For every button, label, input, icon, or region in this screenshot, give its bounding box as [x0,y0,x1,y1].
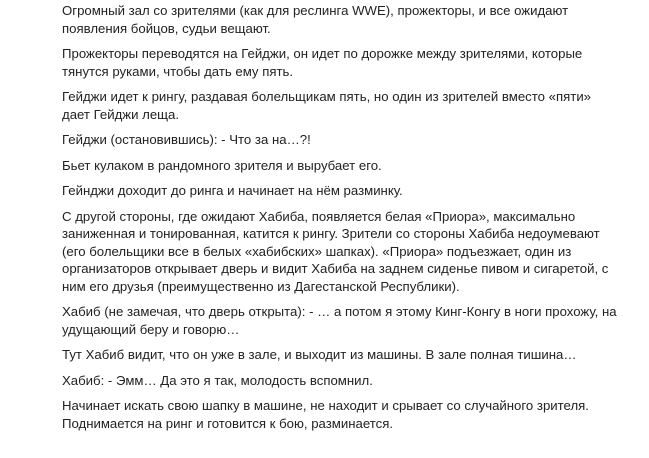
document-body [62,0,637,440]
paragraph-4: Гейджи (остановившись): - Что за на…?! [62,132,311,147]
paragraph-8: Хабиб (не замечая, что дверь открыта): - … а потом я этому Кинг-Конгу в ноги прохожу, на удущающий беру и говорю… [62,304,617,337]
paragraph-7: С другой стороны, где ожидают Хабиба, появляется белая «Приора», максимально заниженная и тонированная, катится к рингу. Зрители со стороны Хабиба недоумевают (его болельщики все в белых «хабибских» шапках). «Приора» подъезжает, один из организаторов открывает дверь и видит Хабиба на заднем сиденье пивом и сигаретой, с ним его друзья (преимущественно из Дагестанской Республики). [62,208,609,294]
paragraph-5: Бьет кулаком в рандомного зрителя и вырубает его. [62,157,382,173]
paragraph-1: Огромный зал со зрителями (как для реслинга WWE), прожекторы, и все ожидают появления бойцов, судьи вещают. [62,3,569,36]
paragraph-9: Тут Хабиб видит, что он уже в зале, и выходит из машины. В зале полная тишина… [62,347,577,362]
paragraph-10: Хабиб: - Эмм… Да это я так, молодость вспомнил. [62,372,373,388]
paragraph-6: Гейнджи доходит до ринга и начинает на нём разминку. [62,183,403,198]
paragraph-3: Гейджи идет к рингу, раздавая болельщикам пять, но один из зрителей вместо «пяти» дает Гейджи леща. [62,89,592,122]
paragraph-11: Начинает искать свою шапку в машине, не находит и срывает со случайного зрителя. Поднимается на ринг и готовится к бою, разминается. [62,398,589,431]
paragraph-2: Прожекторы переводятся на Гейджи, он идет по дорожке между зрителями, которые тянутся руками, чтобы дать ему пять. [62,46,583,79]
